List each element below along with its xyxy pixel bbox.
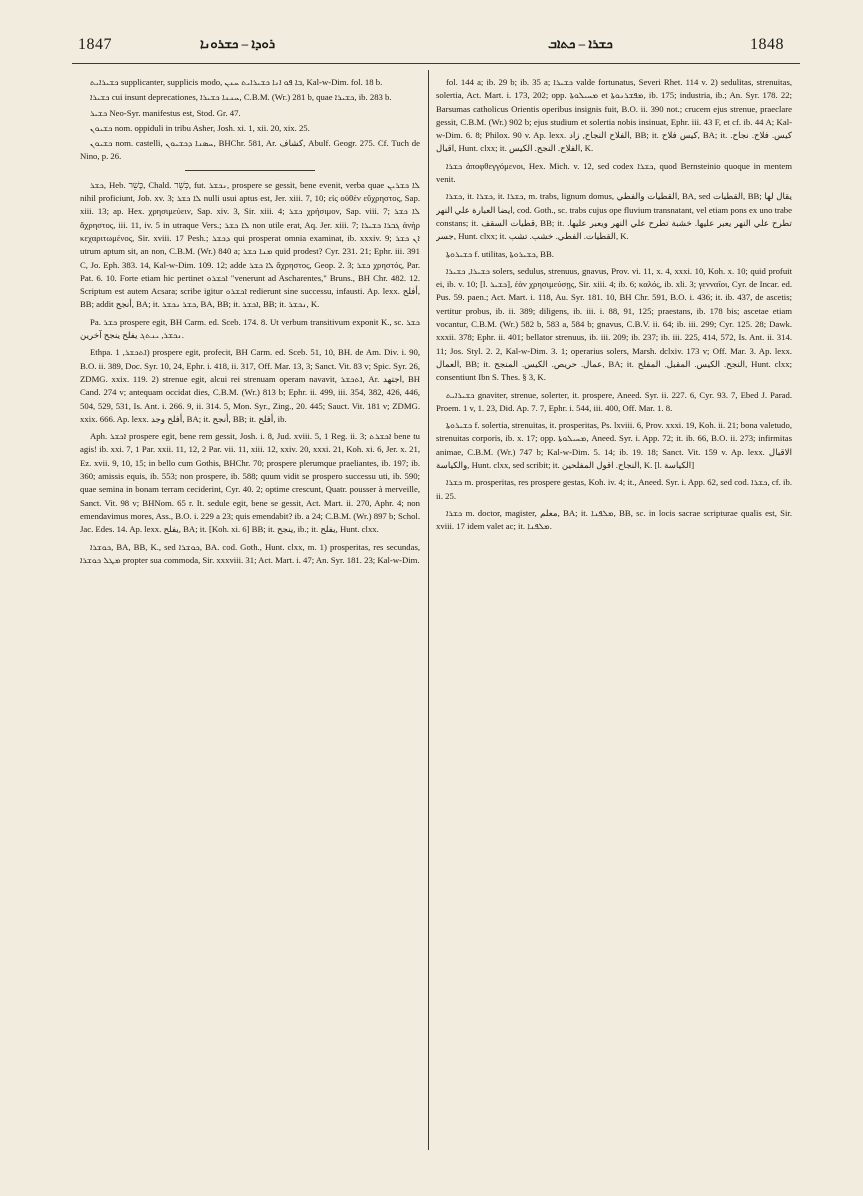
entry: ܟܫܪܐ ἀποφθεγγόμενοι, Hex. Mich. v. 12, sed codex ܟܫܪܐ, quod Bernsteinio quoque in mentem venit.: [436, 160, 792, 185]
entry: fol. 144 a; ib. 29 b; ib. 35 a; ܟܫܝܪܐ valde fortunatus, Severi Rhet. 114 v. 2) sedulitas, strenuitas, solertia, Act. Mart. i. 173, 202; opp. ܡܚܝܠܘܬܐ et ܡܦܫܪܢܘܬܐ, ib. 175; industria, ib.; An. Syr. 178. 22; Barsumas catholicus Orientis operibus insignis fuit, B.O. ii. 390 not.; crucem ejus strenue, praeclare gessit, C.B.M. (Wr.) 902 b; ejus studium et solertia nobis insinuat, Ephr. iii. 43 F, et cf. ib. 44 A; Kal-w-Dim. 6. 8; Philox. 90 v. Ap. lexx. الفلاح النجاح, زاد, BB; it. كيس فلاح, BA; it. كيس. فلاح. نجاح. اقبال, Hunt. clxx; it. الفلاح. النجح. الكيس, K.: [436, 77, 792, 154]
entry: ܟܫܪ, Heb. כָּשֵׁר, Chald. כְּשֵׁר, fut. ܢܟܫܪ, prospere se gessit, bene evenit, verba quae ܠܐ ܟܫܪܝܢ nihil proficiunt, Job. xv. 3; ܠܐ ܟܫܪ nulli usui aptus est, Jer. xiii. 7, 10; εἰς οὐθὲν εὔχρηστος, Sap. xiii. 13; ap. Hex. χρησιμεύειν, Sap. xiv. 3, Sir. xiii. 4; ܟܫܪ χρήσιμον, Sap. viii. 7; ܠܐ ܟܫܪ ἄχρηστος, iii. 11, iv. 5 in utraque Vers.; ܠܐ ܟܫܪ non utile erat, Aq. Jer. xiii. 7; ܓܒܪܐ ܟܫܝܪܐ ἀνὴρ κεχαριτωμένος, Sir. xviii. 17 Pesh.; ܕܟܫܪ qui prosperat omnia examinat, ib. xxxiv. 9; ܐܢ ܟܫܪ utrum aptum sit, an non, C.B.M. (Wr.) 840 a; ܡܢܐ ܟܫܪ quid prodest? Cyr. 231. 21; Ephr. iii. 391 C, Jo. Eph. 383. 14, Kal-w-Dim. 109. 12; adde ܠܐ ܟܫܪ ἄχρηστος, Geop. 2. 3; ܟܫܪ χρηστός, Par. Pat. 6. 10. Forte etiam hic pertinet ܐܟܫܪܘ "venerunt ad Ascharentes," Bruns., BH Chr. 482. 12. Scriptum est autem Acsara; scribe igitur ܐܟܫܪܘ redierunt sine successu, infausti. Ap. lexx. أفلح, BB; addit أنجح, BA; it. ܟܫܪ ܢܟܫܪ, BA, BB; it. ܐܟܫܪ, BB; it. ܢܟܫܪ, K.: [80, 179, 420, 310]
entry: Ethpa. ܐܬܟܫܪ, 1) prospere egit, profecit, BH Carm. ed. Sceb. 51, 10, BH. de Am. Div. i. 90, B.O. ii. 389, Doc. Syr. 10, 24, Ephr. i. 418, ii. 317, Off. Mar. 13, 3; Sanct. Vit. 83 v; Spic. Syr. 26, ZDMG. xxix. 119. 2) strenue egit, alcui rei strenuam operam navavit, ܐܬܟܫܪ, Ar. اجتهد, BH Cand. 274 v; antequam occidat dies, C.B.M. (Wr.) 813 b; Ephr. ii. 499, iii. 354, 382, 426, 446, 504, 529, 531, Is. Ant. i. 266. 9, ii. 314. 5, Mon. Syr., Zing., 20. 445; Sauct. Vit. 181 v; ZDMG. xxix. 666. Ap. lexx. أفلح وجد, BA; it. أنجح, BB; it. أفلح, ib.: [80, 347, 420, 424]
entry: ܟܫܝܪܐܝܬ gnaviter, strenue, solerter, it. prospere, Aneed. Syr. ii. 227. 6, Cyr. 93. 7, Ebed J. Parad. Proem. 1 v, 1. 23, Did. Ap. 7. 7, Ephr. i. 544, iii. 400, Off. Mar. 1. 8.: [436, 389, 792, 413]
running-header: [72, 30, 792, 64]
left-page-number: 1847: [78, 36, 112, 53]
entry: ܟܫܪܐ, it. ܟܫܪܐ, it. ܟܫܪܐ, m. trabs, lignum domus, القطيات والفطي, BA, sed القطيات, BB; يقال لها ايضا العبارة علي النهر, cod. Goth., sc. trabs cujus ope fluvium transnatant, vel etiam pons ex uno trabe constans; it. قطيات السقف, BB; it. تطرح علي النهر يعبر عليها. خشبة تطرح علي النهر ويعبر عليها. جسر, Hunt. clxx; it. القطيات. الفطي. خشب. تشب, K.: [436, 191, 792, 242]
entry: ܟܫܝܪܐܝܬ supplicanter, supplicis modo, ܒܐ ܦܘ ܐܢܐ ܟܫܝܪܐܝܬ ܚܢܢ, Kal-w-Dim. fol. 18 b.: [90, 77, 383, 87]
entry: ܟܫܝܘܢ nom. castelli, ܚܣܢܐ ܕܟܫܝܘܢ, BHChr. 581, Ar. كشاف, Abulf. Geogr. 275. Cf. Tuch de Nino, p. 26.: [80, 138, 420, 162]
section-separator: [185, 170, 315, 171]
entry: ܟܫܪܐ m. prosperitas, res prospere gestas, Koh. iv. 4; it., Aneed. Syr. i. App. 62, sed cod. ܟܫܪܐ, cf. ib. ii. 25.: [436, 477, 792, 501]
column-divider: [428, 70, 429, 1150]
right-running-title: ܟܫܪܐ – ܟܬܐܒ: [548, 36, 613, 51]
entry: ܟܫܝܪ Neo-Syr. manifestus est, Stod. Gr. 47.: [90, 107, 241, 118]
entry: ܟܫܝܪܐ cui insunt deprecationes, ܚܢܢܐ ܟܫܝܪܐ, C.B.M. (Wr.) 281 b, quae ܟܫܝܪܐ, ib. 283 b.: [90, 92, 392, 103]
entry: ܟܫܝܪܘܬܐ f. solertia, strenuitas, it. prosperitas, Ps. lxviii. 6, Prov. xxxi. 19, Koh. ii. 21; bona valetudo, strenuitas corporis, ib. x. 17; opp. ܡܚܝܠܘܬܐ, Aneed. Syr. i. App. 72; it. ib. 66, B.O. ii. 273; infirmitas animae, C.B.M. (Wr.) 747 b; Kal-w-Dim. 5. 14; ib. 19. 18; Sanct. Vit. 159 v. Ap. lexx. الاقبال والكياسة, Hunt. clxx, sed scribit; it. النجاح. اقول المفلحين, K. [l. الكياسة]: [436, 420, 792, 471]
entry: ܟܘܫܪܐ, BA, BB, K., sed ܟܘܫܪܐ, BA. cod. Goth., Hunt. clxx, m. 1) prosperitas, res secundas, ܡܛܠ ܟܘܫܪܐ propter sua commoda, Sir. xxxviii. 31; Act. Mart. i. 47; An. Syr. 181. 23; Kal-w-Dim.: [80, 541, 420, 565]
entry: ܟܫܝܪܘܬܐ f. utilitas, ܟܫܝܪܘܬܐ, BB.: [446, 248, 554, 259]
entry: ܟܫܪܐ m. doctor, magister, معلم, BA; it. ܡܠܦܢܐ, BB, sc. in locis sacrae scripturae qualis est, Sir. xviii. 17 idem valet ac; it. ܡܠܦܢܐ.: [436, 507, 792, 532]
header-rule: [72, 63, 800, 64]
entry: Aph. ܐܟܫܪ prospere egit, bene rem gessit, Josh. i. 8, Jud. xviii. 5, 1 Reg. ii. 3; ܐܟܫܪܬ bene tu agis! ib. xxi. 7, 1 Par. xxii. 11, 12, 2 Par. vii. 11, xiii. 12, xxiv. 20, xxxi. 21, Koh. xi. 6, Jer. x. 21, Ez. xvii. 9, 10, 15; in bello cum Gothis, BHChr. 70; prospere plerumque praeliantes, ib. 197; ib. 360; amissis equis, ib. 553; non prospere, ib. 588; quum vidit se prospero successu uti, ib. 590; quae semina in bonam terram ceciderint, Cyr. 40. 2; optime crescunt, Quatr. pousser à merveille, Sanct. Vit. 98 v; BHNom. 65 r. It. sedule egit, bene se gessit, Act. Mart. ii. 270, Aphr. 4; non emendavimus mores, Ass., B.O. i. 229 a 23; quis emendabit? ib. a 24; C.B.M. (Wr.) 897 b; Schol. Jac. Edes. 14. Ap. lexx. يفلح, BA; it. [Koh. xi. 6] BB; it. ينجح, ib.; it. يفلح, Hunt. clxx.: [80, 431, 420, 535]
entry: Pa. ܟܫܪ prospere egit, BH Carm. ed. Sceb. 174. 8. Ut verbum transitivum exponit K., sc. ܟܫܪ ܢܟܫܪ, ܝܢܬܓ يفلح ينجح آخرين.: [80, 316, 420, 341]
left-column: [80, 76, 420, 1151]
right-column: [436, 76, 792, 1151]
entry: ܟܫܝܘܢ nom. oppiduli in tribu Asher, Josh. xi. 1, xii. 20, xix. 25.: [90, 122, 310, 133]
right-page-number: 1848: [750, 36, 784, 53]
left-running-title: ܪܘܕܐ – ܟܫܪܘܢܐ: [200, 36, 276, 51]
entry: ܟܫܝܪܐ, ܟܫܝܪܐ solers, sedulus, strenuus, gnavus, Prov. vi. 11, x. 4, xxxi. 10, Koh. x. 10; quid profuit ei, ib. v. 10; [l. ܟܫܝܪ], ἐὰν χρησιμεύσῃς, Sir. xiii. 4; ib. 6; καλός, ib. xli. 3; γενναῖοι, Cyr. de Incar. ed. Pus. 59. paen.; Act. Mart. i. 118, Au. Syr. 181. 10, BH Chr. 591, B.O. i. 436; it. ib. 437, de ascetis; vertitur probus, ib. ii. 389; diligens, ib. iii. i. 88, 91, 125; praestans, ib. 178 bis; ascetae etiam vocantur, C.B.M. (Wr.) 582 b, 583 a, 584 b; gnavus, C.B.V. ii. 64; ib. iii. 299; Cyr. 125. 28; Dawk. xxxii. 378; Ephr. ii. 401; bellator strenuus, ib. iii. 209; ib. 237; ib. iii. 225, 414, 572, Is. Ant. ii. 314. 11; Jos. Styl. 2. 2, Kal-w-Dim. 3. 1; operarius solers, Marsh. dclxiv. 173 v; Off. Mar. 3. Ap. lexx. العمال, BB; it. عمال. حريص. الكيس. المنجح, BA; it. النجح. الكيس. المقبل. المفلح, Hunt. clxx; consentiunt Ibn S. Thes. § 3, K.: [436, 265, 792, 383]
